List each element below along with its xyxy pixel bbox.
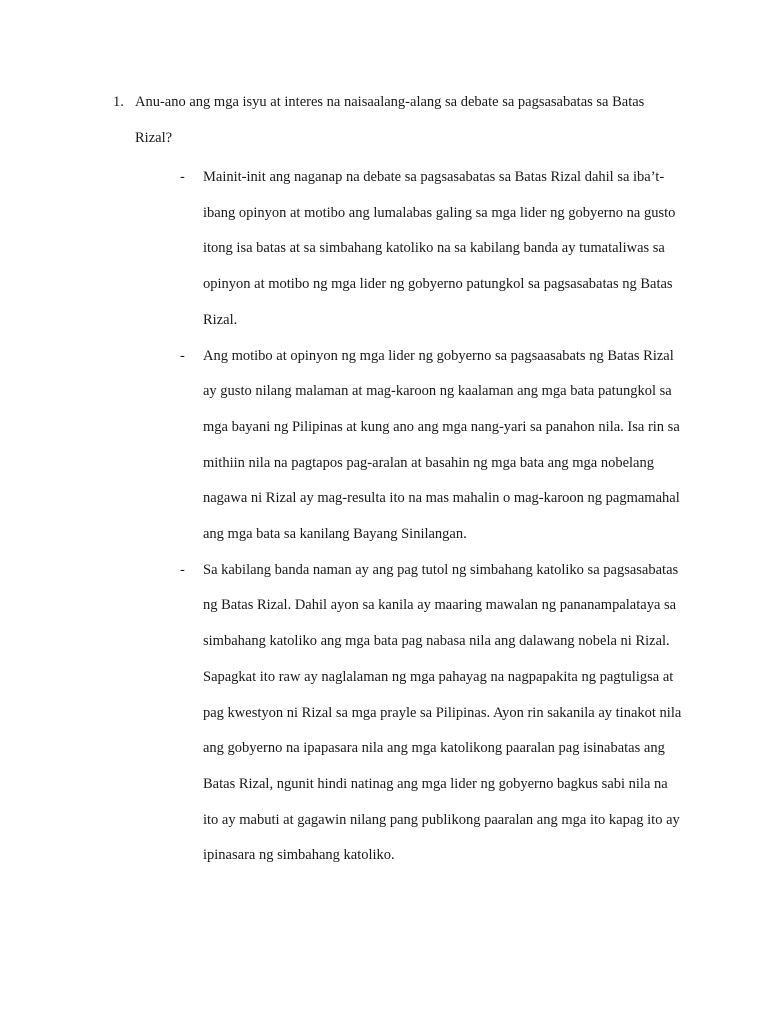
question-number: 1. bbox=[113, 94, 124, 110]
answer-item bbox=[0, 160, 768, 339]
question-text: Anu-ano ang mga isyu at interes na naisaalang-alang sa debate sa pagsasabatas sa Batas Rizal? bbox=[135, 94, 645, 146]
answer-text: Mainit-init ang naganap na debate sa pagsasabatas sa Batas Rizal dahil sa iba’t-ibang opinyon at motibo ang lumalabas galing sa mga lider ng gobyerno na gusto itong isa batas at sa simbahang katoliko na sa kabilang banda ay tumataliwas sa opinyon at motibo ng mga lider ng gobyerno patungkol sa pagsasabatas ng Batas Rizal. bbox=[203, 169, 676, 328]
bullet-dash: - bbox=[180, 169, 185, 185]
answer-text: Ang motibo at opinyon ng mga lider ng gobyerno sa pagsaasabats ng Batas Rizal ay gusto nilang malaman at mag-karoon ng kaalaman ang mga bata patungkol sa mga bayani ng Pilipinas at kung ano ang mga nang-yari sa panahon nila. Isa rin sa mithiin nila na pagtapos pag-aralan at basahin ng mga bata ang mga nobelang nagawa ni Rizal ay mag-resulta ito na mas mahalin o mag-karoon ng pagmamahal ang mga bata sa kanilang Bayang Sinilangan. bbox=[203, 347, 680, 543]
answer-item bbox=[0, 553, 768, 874]
answer-list bbox=[0, 160, 768, 874]
answer-text: Sa kabilang banda naman ay ang pag tutol ng simbahang katoliko sa pagsasabatas ng Batas Rizal. Dahil ayon sa kanila ay maaring mawalan ng pananampalataya sa simbahang katoliko ang mga bata pag nabasa nila ang dalawang nobela ni Rizal. Sapagkat ito raw ay naglalaman ng mga pahayag na nagpapakita ng pagtuligsa at pag kwestyon ni Rizal sa mga prayle sa Pilipinas. Ayon rin sakanila ay tinakot nila ang gobyerno na ipapasara nila ang mga katolikong paaralan pag isinabatas ang Batas Rizal, ngunit hindi natinag ang mga lider ng gobyerno bagkus sabi nila na ito ay mabuti at gagawin nilang pang publikong paaralan ang mga ito kapag ito ay ipinasara ng simbahang katoliko. bbox=[203, 561, 682, 864]
bullet-dash: - bbox=[180, 347, 185, 364]
bullet-dash: - bbox=[180, 561, 185, 578]
answer-item bbox=[0, 339, 768, 553]
